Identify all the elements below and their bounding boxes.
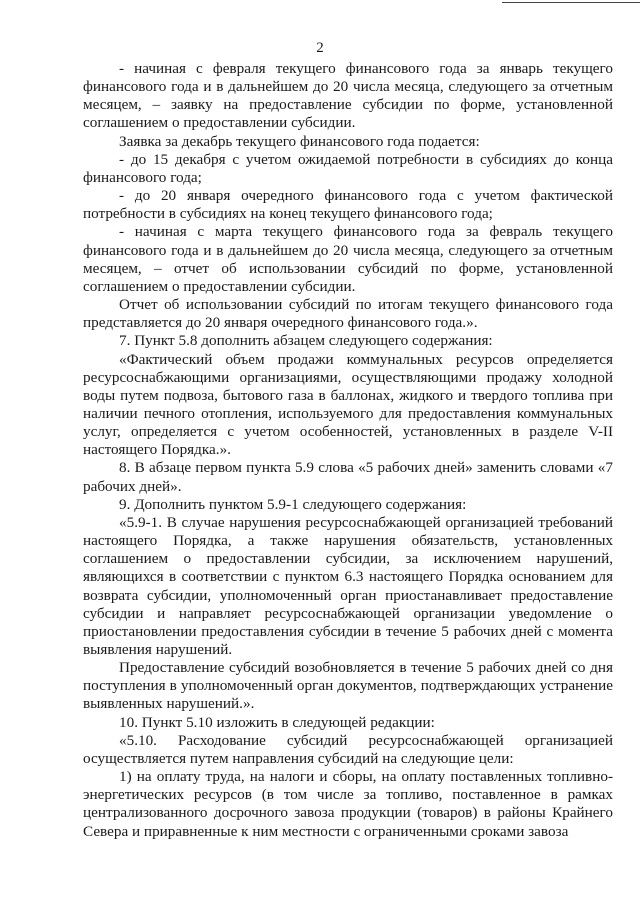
paragraph-6: Отчет об использовании субсидий по итогам текущего финансового года представляется до 20 января очередного финансового года.». (83, 296, 613, 332)
header-rule (502, 2, 640, 3)
paragraph-11: «5.9-1. В случае нарушения ресурсоснабжающей организацией требований настоящего Порядка, а также нарушения обязательств, установленных соглашением о предоставлении субсидии, за исключением нарушений, являющихся в соответствии с пунктом 6.3 настоящего Порядка основанием для возврата субсидии, уполномоченный орган приостанавливает предоставление субсидии и направляет ресурсоснабжающей организации уведомление о приостановлении предоставления субсидии в течение 5 рабочих дней с момента выявления нарушений. (83, 513, 613, 658)
paragraph-3: - до 15 декабря с учетом ожидаемой потребности в субсидиях до конца финансового года; (83, 150, 613, 186)
paragraph-10: 9. Дополнить пунктом 5.9-1 следующего содержания: (119, 495, 467, 513)
paragraph-9: 8. В абзаце первом пункта 5.9 слова «5 рабочих дней» заменить словами «7 рабочих дней». (83, 459, 613, 495)
paragraph-8: «Фактический объем продажи коммунальных ресурсов определяется ресурсоснабжающими организациями, осуществляющими продажу холодной воды путем подвоза, бытового газа в баллонах, жидкого и твердого топлива при наличии печного отопления, используемого для предоставления коммунальных услуг, определяется с учетом особенностей, установленных в разделе V-II настоящего Порядка.». (83, 350, 613, 459)
paragraph-5: - начиная с марта текущего финансового года за февраль текущего финансового года и в дальнейшем до 20 числа месяца, следующего за отчетным месяцем, – отчет об использовании субсидий по форме, установленной соглашением о предоставлении субсидии. (83, 223, 613, 295)
paragraph-13: 10. Пункт 5.10 изложить в следующей редакции: (119, 713, 435, 731)
paragraph-15: 1) на оплату труда, на налоги и сборы, на оплату поставленных топливно-энергетических ресурсов (в том числе за топливо, поставленное в рамках централизованного досрочного завоза продукции (товаров) в районы Крайнего Севера и приравненные к ним местности с ограниченными сроками завоза (83, 768, 613, 840)
paragraph-7: 7. Пункт 5.8 дополнить абзацем следующего содержания: (119, 332, 493, 350)
paragraph-1: - начиная с февраля текущего финансового года за январь текущего финансового года и в дальнейшем до 20 числа месяца, следующего за отчетным месяцем, – заявку на предоставление субсидии по форме, установленной соглашением о предоставлении субсидии. (83, 60, 613, 132)
paragraph-4: - до 20 января очередного финансового года с учетом фактической потребности в субсидиях на конец текущего финансового года; (83, 187, 613, 223)
paragraph-14: «5.10. Расходование субсидий ресурсоснабжающей организацией осуществляется путем направления субсидий на следующие цели: (83, 731, 613, 767)
paragraph-12: Предоставление субсидий возобновляется в течение 5 рабочих дней со дня поступления в уполномоченный орган документов, подтверждающих устранение выявленных нарушений.». (83, 659, 613, 713)
document-body (83, 60, 613, 841)
paragraph-2: Заявка за декабрь текущего финансового года подается: (119, 132, 480, 150)
page-number: 2 (316, 40, 324, 56)
